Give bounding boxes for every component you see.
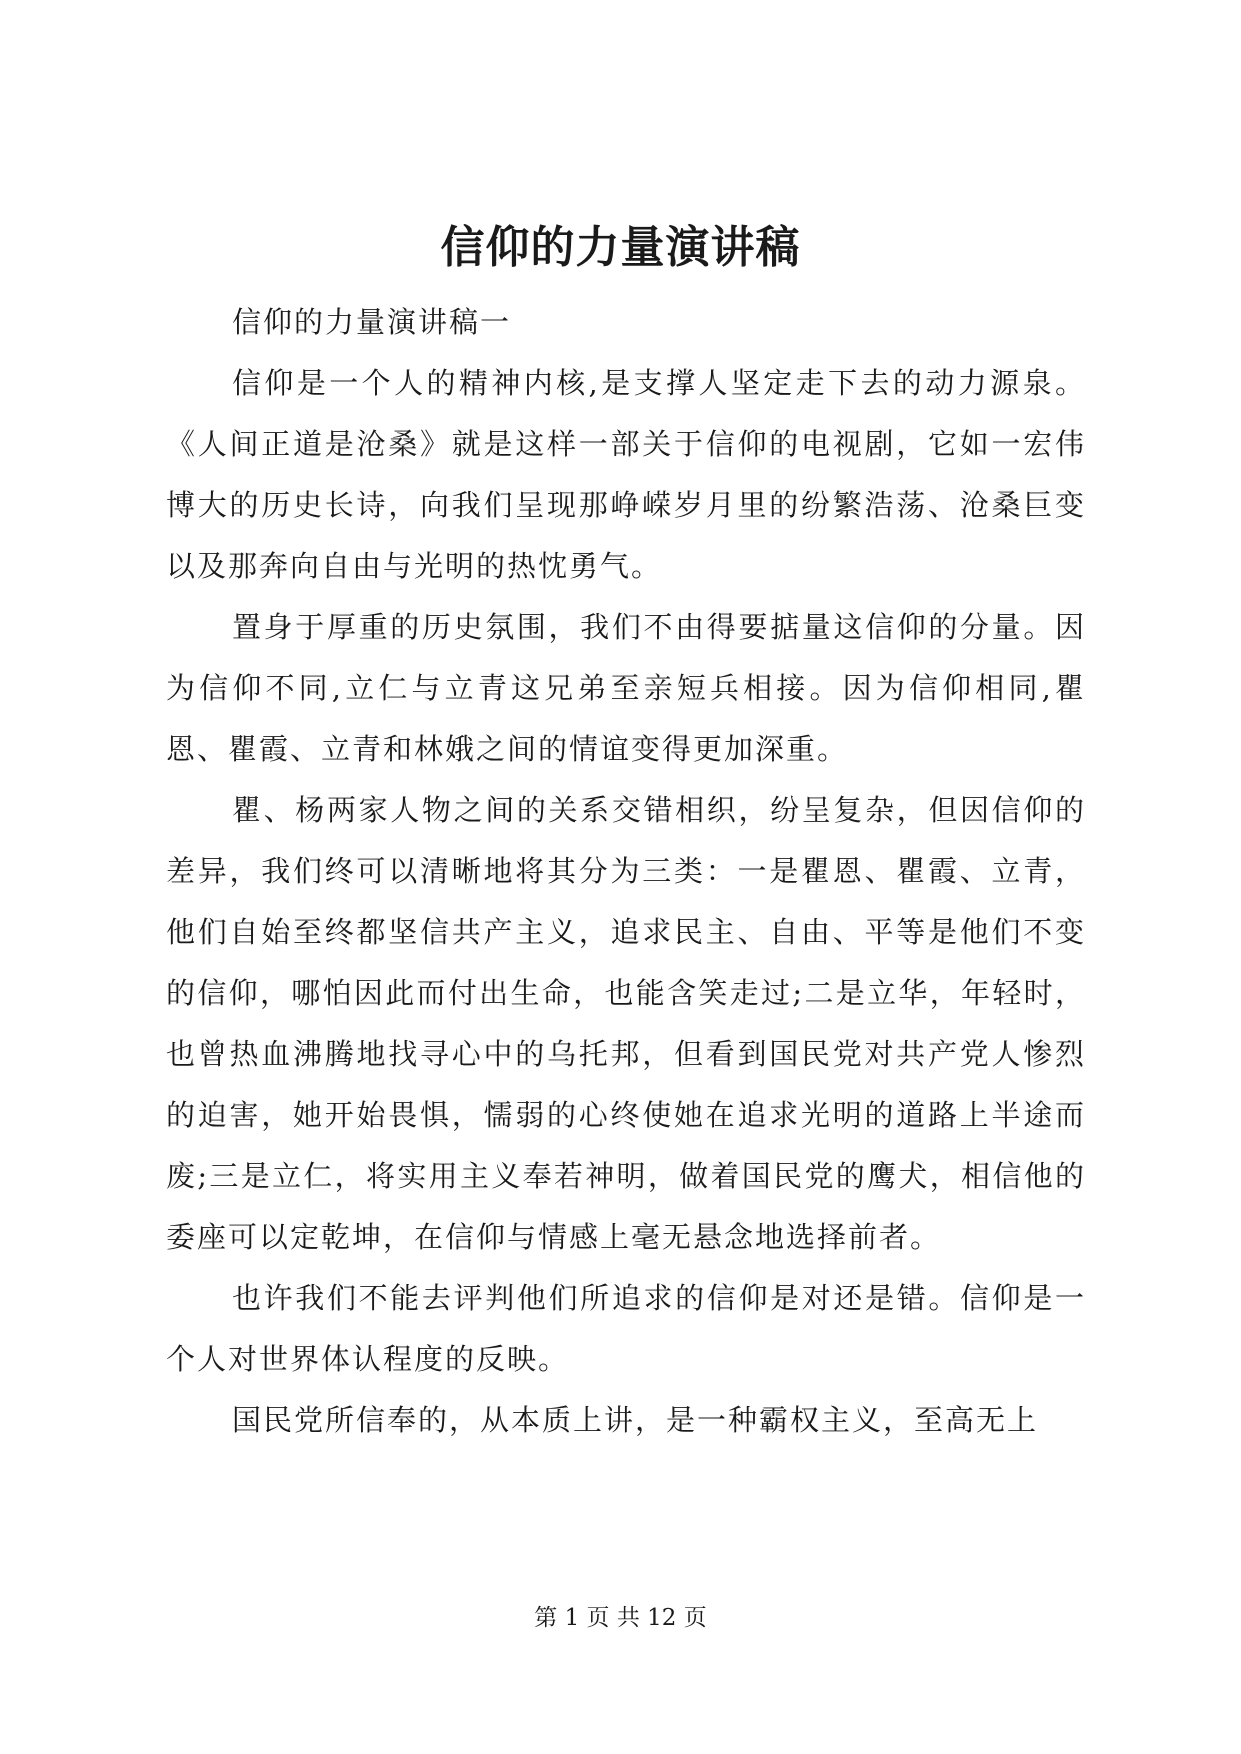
page-footer bbox=[0, 1605, 1241, 1633]
paragraph: 国民党所信奉的，从本质上讲，是一种霸权主义，至高无上 bbox=[232, 1403, 1039, 1437]
page-number-label: 第 1 页 共 12 页 bbox=[534, 1605, 707, 1631]
document-body bbox=[166, 292, 1086, 1451]
paragraph: 瞿、杨两家人物之间的关系交错相织，纷呈复杂，但因信仰的差异，我们终可以清晰地将其分为三类：一是瞿恩、瞿霞、立青，他们自始至终都坚信共产主义，追求民主、自由、平等是他们不变的信仰，哪怕因此而付出生命，也能含笑走过;二是立华，年轻时，也曾热血沸腾地找寻心中的乌托邦，但看到国民党对共产党人惨烈的迫害，她开始畏惧，懦弱的心终使她在追求光明的道路上半途而废;三是立仁，将实用主义奉若神明，做着国民党的鹰犬，相信他的委座可以定乾坤，在信仰与情感上毫无悬念地选择前者。 bbox=[166, 793, 1086, 1254]
paragraph: 置身于厚重的历史氛围，我们不由得要掂量这信仰的分量。因为信仰不同,立仁与立青这兄弟至亲短兵相接。因为信仰相同,瞿恩、瞿霞、立青和林娥之间的情谊变得更加深重。 bbox=[166, 610, 1086, 766]
paragraph: 也许我们不能去评判他们所追求的信仰是对还是错。信仰是一个人对世界体认程度的反映。 bbox=[166, 1281, 1086, 1376]
paragraph-subtitle: 信仰的力量演讲稿一 bbox=[232, 305, 512, 339]
paragraph: 信仰是一个人的精神内核,是支撑人坚定走下去的动力源泉。《人间正道是沧桑》就是这样一部关于信仰的电视剧，它如一宏伟博大的历史长诗，向我们呈现那峥嵘岁月里的纷繁浩荡、沧桑巨变以及那奔向自由与光明的热忱勇气。 bbox=[166, 366, 1086, 583]
document-title: 信仰的力量演讲稿 bbox=[440, 222, 801, 273]
